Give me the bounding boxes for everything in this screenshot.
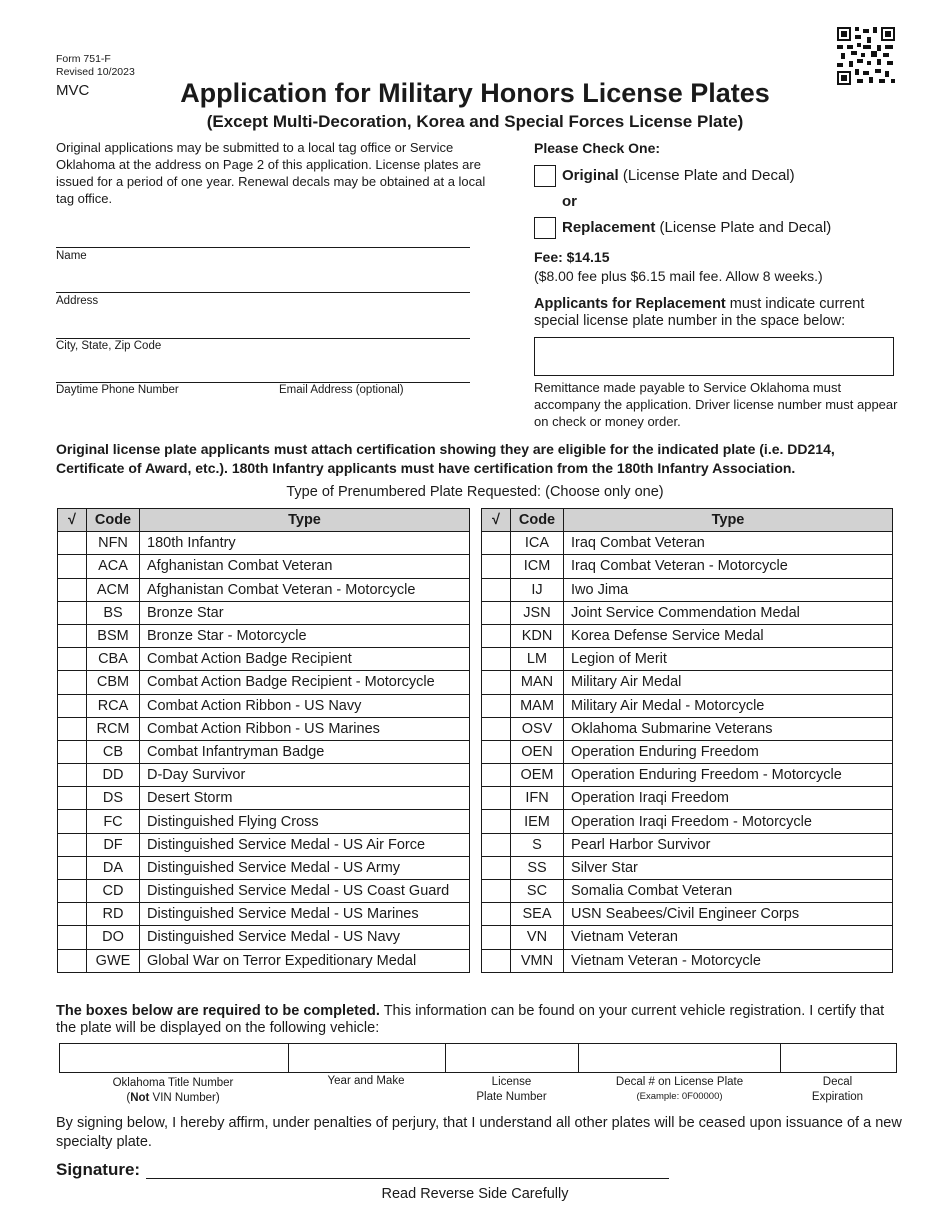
plate-type: Operation Enduring Freedom - Motorcycle (564, 764, 893, 787)
table-row (58, 880, 470, 903)
table-row (58, 740, 470, 763)
plate-type: Pearl Harbor Survivor (564, 833, 893, 856)
plate-select-checkbox[interactable] (58, 810, 87, 833)
plate-select-checkbox[interactable] (58, 694, 87, 717)
table-row (58, 624, 470, 647)
plate-type-caption: Type of Prenumbered Plate Requested: (Choose only one) (286, 484, 664, 500)
plate-type: Distinguished Service Medal - US Air Force (140, 833, 470, 856)
plate-code: CD (87, 880, 140, 903)
table-row (482, 764, 893, 787)
expiration-label-line1: Decal (822, 1076, 853, 1088)
affirmation-text: By signing below, I hereby affirm, under penalties of perjury, that I understand all other plates will be ceased upon issuance of a new specialty plate. (56, 1115, 902, 1150)
table-row (58, 555, 470, 578)
plate-type: 180th Infantry (140, 532, 470, 555)
plate-type: Vietnam Veteran - Motorcycle (564, 949, 893, 972)
plate-code: ACM (87, 578, 140, 601)
replacement-option-label: Replacement (562, 219, 656, 236)
decal-number-input[interactable] (579, 1044, 781, 1072)
plate-code: BS (87, 601, 140, 624)
table-header-row (482, 509, 893, 532)
plate-code: FC (87, 810, 140, 833)
plate-code: CB (87, 740, 140, 763)
table-row (482, 903, 893, 926)
plate-type: Bronze Star - Motorcycle (140, 624, 470, 647)
replacement-checkbox[interactable] (534, 217, 556, 239)
plate-type: Operation Iraqi Freedom - Motorcycle (564, 810, 893, 833)
table-row (482, 740, 893, 763)
plate-select-checkbox[interactable] (482, 671, 511, 694)
table-row (58, 856, 470, 879)
plate-select-checkbox[interactable] (58, 949, 87, 972)
license-plate-label (445, 1075, 578, 1104)
plate-type: Combat Action Badge Recipient (140, 648, 470, 671)
decal-expiration-input[interactable] (781, 1044, 896, 1072)
phone-label: Daytime Phone Number (56, 384, 179, 396)
plate-code: IEM (511, 810, 564, 833)
table-row (58, 578, 470, 601)
plate-code: DS (87, 787, 140, 810)
table-row (482, 717, 893, 740)
table-row (482, 856, 893, 879)
plate-select-checkbox[interactable] (482, 880, 511, 903)
or-text: or (562, 193, 577, 210)
plate-code: GWE (87, 949, 140, 972)
plate-type: Somalia Combat Veteran (564, 880, 893, 903)
plate-code: KDN (511, 624, 564, 647)
plate-select-checkbox[interactable] (58, 926, 87, 949)
plate-select-checkbox[interactable] (482, 810, 511, 833)
year-make-input[interactable] (289, 1044, 446, 1072)
plate-type: Combat Action Ribbon - US Navy (140, 694, 470, 717)
plate-type: Operation Iraqi Freedom (564, 787, 893, 810)
table-row (58, 787, 470, 810)
plate-code: DF (87, 833, 140, 856)
plate-type: Korea Defense Service Medal (564, 624, 893, 647)
check-column-header: √ (58, 509, 87, 532)
plate-type: Vietnam Veteran (564, 926, 893, 949)
year-make-label: Year and Make (327, 1075, 405, 1087)
not-emphasis: Not (130, 1091, 150, 1104)
plate-select-checkbox[interactable] (482, 717, 511, 740)
footer-note: Read Reverse Side Carefully (381, 1186, 569, 1202)
plate-code: DO (87, 926, 140, 949)
table-row (482, 601, 893, 624)
plate-select-checkbox[interactable] (482, 856, 511, 879)
table-row (482, 926, 893, 949)
table-row (482, 787, 893, 810)
plate-select-checkbox[interactable] (58, 717, 87, 740)
table-row (482, 624, 893, 647)
fee-amount: Fee: $14.15 (534, 249, 610, 265)
plate-code: RD (87, 903, 140, 926)
plate-code: OSV (511, 717, 564, 740)
signature-field[interactable] (146, 1178, 669, 1179)
plate-select-checkbox[interactable] (58, 787, 87, 810)
plate-type: Desert Storm (140, 787, 470, 810)
vehicle-info-detail: This information can be found on your current vehicle registration. I certify that the plate will be displayed on the following vehicle: (56, 1003, 885, 1036)
plate-select-checkbox[interactable] (482, 764, 511, 787)
plate-table-right (481, 508, 893, 973)
table-row (482, 694, 893, 717)
plate-code: CBA (87, 648, 140, 671)
table-row (58, 648, 470, 671)
table-row (58, 717, 470, 740)
plate-select-checkbox[interactable] (482, 903, 511, 926)
current-plate-number-input[interactable] (534, 337, 894, 376)
replacement-note (534, 296, 904, 329)
table-row (58, 671, 470, 694)
plate-code: BSM (87, 624, 140, 647)
plate-select-checkbox[interactable] (482, 624, 511, 647)
type-column-header: Type (564, 509, 893, 532)
plate-code: RCM (87, 717, 140, 740)
replacement-note-rest: must indicate current special license plate number in the space below: (534, 296, 865, 329)
table-row (482, 671, 893, 694)
plate-type: Military Air Medal - Motorcycle (564, 694, 893, 717)
title-number-input[interactable] (60, 1044, 289, 1072)
table-row (58, 601, 470, 624)
check-one-title: Please Check One: (534, 140, 661, 156)
plate-select-checkbox[interactable] (58, 856, 87, 879)
plate-type: Oklahoma Submarine Veterans (564, 717, 893, 740)
table-row (58, 694, 470, 717)
remittance-note: Remittance made payable to Service Oklahoma must accompany the application. Driver license number must appear on check or money order. (534, 380, 898, 429)
certification-notice: Original license plate applicants must attach certification showing they are eligible for the indicated plate (i.e. DD214, Certificate of Award, etc.). 180th Infantry applicants must have certification from the 180th Infantry Association. (56, 441, 835, 476)
plate-select-checkbox[interactable] (58, 578, 87, 601)
type-column-header: Type (140, 509, 470, 532)
original-option (562, 167, 795, 184)
plate-select-checkbox[interactable] (482, 648, 511, 671)
plate-code: DA (87, 856, 140, 879)
plate-select-checkbox[interactable] (482, 787, 511, 810)
plate-type: Global War on Terror Expeditionary Medal (140, 949, 470, 972)
check-column-header: √ (482, 509, 511, 532)
plate-type: Military Air Medal (564, 671, 893, 694)
plate-select-checkbox[interactable] (58, 601, 87, 624)
license-label-line1: License (491, 1076, 532, 1088)
plate-select-checkbox[interactable] (58, 671, 87, 694)
plate-code: CBM (87, 671, 140, 694)
plate-type: Distinguished Service Medal - US Marines (140, 903, 470, 926)
title-number-label (59, 1076, 287, 1105)
plate-select-checkbox[interactable] (58, 555, 87, 578)
decal-label-example: (Example: 0F00000) (636, 1090, 723, 1102)
original-checkbox[interactable] (534, 165, 556, 187)
plate-type: Operation Enduring Freedom (564, 740, 893, 763)
plate-select-checkbox[interactable] (58, 764, 87, 787)
form-title: Application for Military Honors License Plates (180, 78, 770, 108)
plate-select-checkbox[interactable] (58, 903, 87, 926)
replacement-option (562, 219, 831, 236)
plate-type: Iraq Combat Veteran (564, 532, 893, 555)
plate-select-checkbox[interactable] (58, 740, 87, 763)
table-row (58, 926, 470, 949)
plate-code: ACA (87, 555, 140, 578)
signature-label: Signature: (56, 1160, 141, 1179)
license-plate-number-input[interactable] (446, 1044, 580, 1072)
table-row (482, 880, 893, 903)
vehicle-info-instructions (56, 1003, 896, 1037)
table-row (58, 949, 470, 972)
decal-expiration-label (780, 1075, 895, 1104)
paren-open: ( (126, 1091, 131, 1104)
phone-email-field[interactable] (56, 382, 470, 383)
plate-code: MAM (511, 694, 564, 717)
plate-code: S (511, 833, 564, 856)
vehicle-info-required: The boxes below are required to be completed. (56, 1003, 380, 1019)
plate-select-checkbox[interactable] (58, 880, 87, 903)
plate-code: LM (511, 648, 564, 671)
plate-select-checkbox[interactable] (482, 601, 511, 624)
original-option-detail: (License Plate and Decal) (622, 167, 795, 184)
form-number: Form 751-F (56, 53, 111, 65)
plate-type: Iraq Combat Veteran - Motorcycle (564, 555, 893, 578)
agency-code: MVC (56, 82, 90, 99)
plate-code: SEA (511, 903, 564, 926)
plate-select-checkbox[interactable] (482, 926, 511, 949)
plate-select-checkbox[interactable] (482, 555, 511, 578)
plate-select-checkbox[interactable] (482, 740, 511, 763)
plate-code: NFN (87, 532, 140, 555)
qr-code-icon (837, 27, 895, 85)
plate-code: VMN (511, 949, 564, 972)
table-row (482, 949, 893, 972)
plate-type: Distinguished Flying Cross (140, 810, 470, 833)
vin-text: VIN Number) (149, 1091, 220, 1104)
plate-type: Afghanistan Combat Veteran - Motorcycle (140, 578, 470, 601)
table-row (482, 810, 893, 833)
plate-code: OEN (511, 740, 564, 763)
plate-select-checkbox[interactable] (58, 624, 87, 647)
plate-select-checkbox[interactable] (482, 694, 511, 717)
plate-select-checkbox[interactable] (58, 648, 87, 671)
plate-type: Combat Action Ribbon - US Marines (140, 717, 470, 740)
plate-select-checkbox[interactable] (482, 833, 511, 856)
replacement-note-bold: Applicants for Replacement (534, 296, 726, 312)
title-number-label-line1: Oklahoma Title Number (112, 1077, 234, 1089)
plate-type: Combat Action Badge Recipient - Motorcycle (140, 671, 470, 694)
plate-code: DD (87, 764, 140, 787)
plate-code: SC (511, 880, 564, 903)
plate-type: Distinguished Service Medal - US Navy (140, 926, 470, 949)
decal-number-label (579, 1075, 780, 1104)
decal-label-line1: Decal # on License Plate (615, 1076, 744, 1088)
table-row (482, 555, 893, 578)
table-row (482, 833, 893, 856)
license-label-line2: Plate Number (476, 1090, 547, 1103)
table-row (58, 764, 470, 787)
table-row (58, 532, 470, 555)
intro-text: Original applications may be submitted to a local tag office or Service Oklahoma at the address on Page 2 of this application. License plates are issued for a period of one year. Renewal decals may be obtained at a local tag office. (56, 140, 486, 206)
plate-type: Distinguished Service Medal - US Coast Guard (140, 880, 470, 903)
plate-select-checkbox[interactable] (58, 833, 87, 856)
plate-code: SS (511, 856, 564, 879)
form-number-block (56, 53, 135, 79)
plate-select-checkbox[interactable] (58, 532, 87, 555)
address-label: Address (56, 295, 99, 307)
plate-code: VN (511, 926, 564, 949)
plate-code: IFN (511, 787, 564, 810)
code-column-header: Code (87, 509, 140, 532)
original-option-label: Original (562, 167, 619, 184)
city-state-zip-field[interactable] (56, 338, 470, 339)
address-field[interactable] (56, 292, 470, 293)
city-state-zip-label: City, State, Zip Code (56, 340, 162, 352)
table-row (482, 648, 893, 671)
plate-type: Legion of Merit (564, 648, 893, 671)
form-subtitle: (Except Multi-Decoration, Korea and Special Forces License Plate) (206, 112, 744, 131)
table-row (58, 833, 470, 856)
plate-type: USN Seabees/Civil Engineer Corps (564, 903, 893, 926)
name-label: Name (56, 250, 87, 262)
plate-code: ICM (511, 555, 564, 578)
plate-type: Silver Star (564, 856, 893, 879)
plate-type: Bronze Star (140, 601, 470, 624)
fee-note: ($8.00 fee plus $6.15 mail fee. Allow 8 weeks.) (534, 268, 823, 284)
plate-code: MAN (511, 671, 564, 694)
email-label: Email Address (optional) (279, 384, 404, 396)
plate-select-checkbox[interactable] (482, 578, 511, 601)
plate-type: Distinguished Service Medal - US Army (140, 856, 470, 879)
table-row (482, 532, 893, 555)
plate-code: OEM (511, 764, 564, 787)
plate-select-checkbox[interactable] (482, 532, 511, 555)
plate-type: Afghanistan Combat Veteran (140, 555, 470, 578)
table-row (58, 810, 470, 833)
plate-code: RCA (87, 694, 140, 717)
plate-code: JSN (511, 601, 564, 624)
table-row (58, 903, 470, 926)
plate-table-left (57, 508, 470, 973)
table-row (482, 578, 893, 601)
plate-type: Joint Service Commendation Medal (564, 601, 893, 624)
plate-select-checkbox[interactable] (482, 949, 511, 972)
code-column-header: Code (511, 509, 564, 532)
plate-code: IJ (511, 578, 564, 601)
form-revised: Revised 10/2023 (56, 66, 135, 78)
plate-code: ICA (511, 532, 564, 555)
plate-type: Iwo Jima (564, 578, 893, 601)
title-number-label-line2 (59, 1091, 287, 1106)
vehicle-info-boxes (59, 1043, 897, 1073)
table-header-row (58, 509, 470, 532)
replacement-option-detail: (License Plate and Decal) (659, 219, 832, 236)
plate-type: Combat Infantryman Badge (140, 740, 470, 763)
expiration-label-line2: Expiration (811, 1090, 864, 1103)
name-field[interactable] (56, 247, 470, 248)
plate-type: D-Day Survivor (140, 764, 470, 787)
